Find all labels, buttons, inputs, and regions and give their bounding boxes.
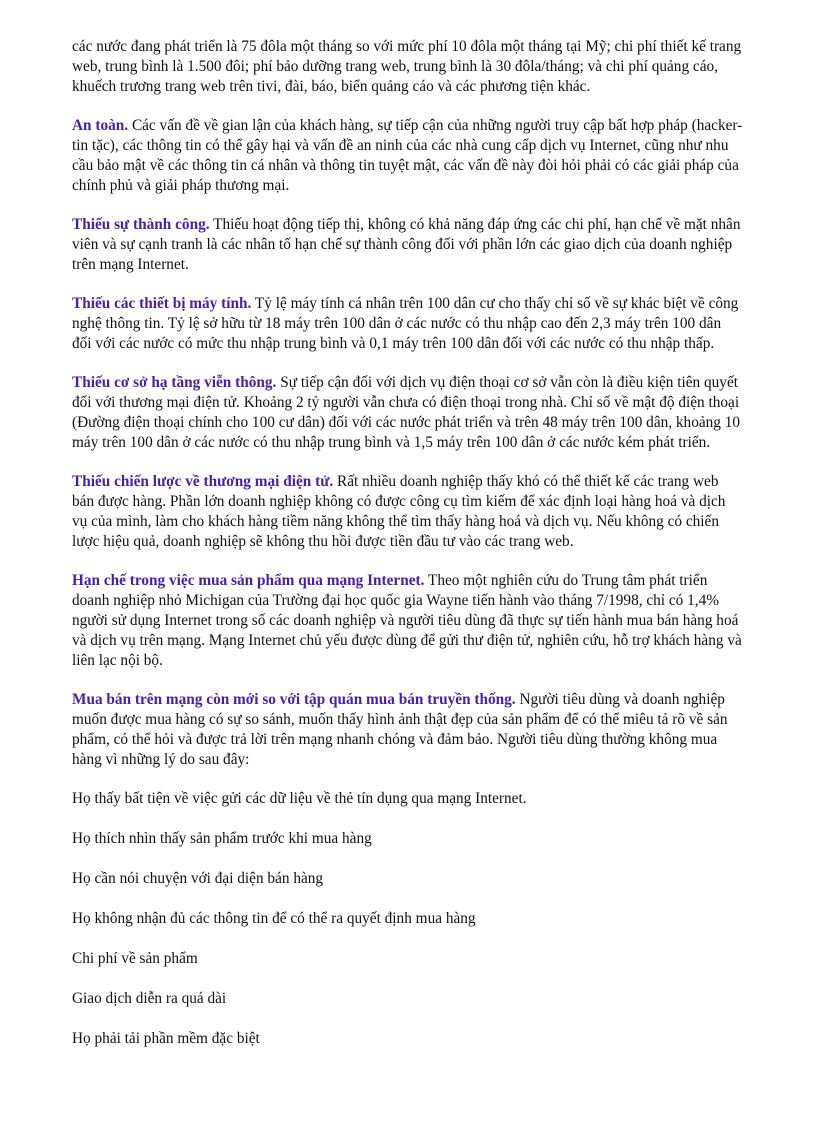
- document-page: [72, 37, 744, 1069]
- reason-item: Họ không nhận đủ các thông tin để có thể ra quyết định mua hàng: [72, 910, 476, 927]
- reason-item: Chi phí về sản phẩm: [72, 950, 198, 967]
- section-body: Người tiêu dùng và doanh nghiệp muốn được mua hàng có sự so sánh, muốn thấy hình ảnh thật đẹp của sản phẩm để có thể miêu tả rõ về sản phẩm, có thể hỏi và được trả lời trên mạng nhanh chóng và đảm bảo. Người tiêu dùng thường không mua hàng vì những lý do sau đây:: [72, 691, 728, 768]
- section-paragraph: [72, 215, 744, 275]
- section-body: Theo một nghiên cứu do Trung tâm phát triển doanh nghiệp nhỏ Michigan của Trường đại học quốc gia Wayne tiến hành vào tháng 7/1998, chỉ có 1,4% người sử dụng Internet trong số các doanh nghiệp và người tiêu dùng đã thực sự tiến hành mua bán hàng hoá và dịch vụ trên mạng. Mạng Internet chủ yếu được dùng để gửi thư điện tử, nghiên cứu, hỗ trợ khách hàng và liên lạc nội bộ.: [72, 572, 742, 669]
- section-paragraph: [72, 373, 744, 453]
- section-heading: Thiếu các thiết bị máy tính.: [72, 295, 252, 312]
- section-heading: Thiếu chiến lược về thương mại điện tử.: [72, 473, 334, 490]
- section-body: Rất nhiều doanh nghiệp thấy khó có thể thiết kế các trang web bán được hàng. Phần lớn doanh nghiệp không có được công cụ tìm kiếm để xác định loại hàng hoá và dịch vụ của mình, làm cho khách hàng tiềm năng không thể tìm thấy hàng hoá và dịch vụ. Nếu không có chiến lược hiệu quả, doanh nghiệp sẽ không thu hồi được tiền đầu tư vào các trang web.: [72, 473, 726, 550]
- section-paragraph: [72, 690, 744, 770]
- section-heading: Mua bán trên mạng còn mới so với tập quán mua bán truyền thống.: [72, 691, 516, 708]
- section-paragraph: [72, 116, 744, 196]
- section-body: Các vấn đề về gian lận của khách hàng, sự tiếp cận của những người truy cập bất hợp pháp (hacker-tin tặc), các thông tin có thể gây hại và vấn đề an ninh của các nhà cung cấp dịch vụ Internet, cũng như nhu cầu bảo mật về các thông tin cá nhân và thông tin tuyệt mật, các vấn đề này đòi hỏi phải có các giải pháp của chính phủ và giải pháp thương mại.: [72, 117, 743, 194]
- reason-item: Họ thích nhìn thấy sản phẩm trước khi mua hàng: [72, 830, 372, 847]
- section-heading: An toàn.: [72, 117, 129, 134]
- reason-item: Họ cần nói chuyện với đại diện bán hàng: [72, 870, 324, 887]
- section-paragraph: [72, 571, 744, 671]
- reason-item: Họ thấy bất tiện về việc gửi các dữ liệu về thẻ tín dụng qua mạng Internet.: [72, 790, 527, 807]
- intro-paragraph: các nước đang phát triển là 75 đôla một tháng so với mức phí 10 đôla một tháng tại Mỹ; chi phí thiết kế trang web, trung bình là 1.500 đôi; phí bảo dưỡng trang web, trung bình là 30 đôla/tháng; và chi phí quảng cáo, khuếch trương trang web trên tivi, đài, báo, biển quảng cáo và các phương tiện khác.: [72, 38, 742, 95]
- reason-item: Giao dịch diễn ra quá dài: [72, 990, 227, 1007]
- section-heading: Thiếu sự thành công.: [72, 216, 210, 233]
- section-paragraph: [72, 472, 744, 552]
- section-heading: Thiếu cơ sở hạ tầng viễn thông.: [72, 374, 277, 391]
- section-paragraph: [72, 294, 744, 354]
- section-heading: Hạn chế trong việc mua sản phẩm qua mạng Internet.: [72, 572, 425, 589]
- reason-item: Họ phải tải phần mềm đặc biệt: [72, 1030, 260, 1047]
- section-body: Sự tiếp cận đối với dịch vụ điện thoại cơ sở vẫn còn là điều kiện tiên quyết đối với thương mại điện tử. Khoảng 2 tỷ người vẫn chưa có điện thoại trong nhà. Chỉ số về mật độ điện thoại (Đường điện thoại chính cho 100 cư dân) đối với các nước phát triển và trên 48 máy trên 100 dân, khoảng 10 máy trên 100 dân ở các nước có thu nhập trung bình và 1,5 máy trên 100 dân ở các nước kém phát triển.: [72, 374, 741, 451]
- section-body: Thiếu hoạt động tiếp thị, không có khả năng đáp ứng các chi phí, hạn chế về mặt nhân viên và sự cạnh tranh là các nhân tố hạn chế sự thành công đối với phần lớn các giao dịch của doanh nghiệp trên mạng Internet.: [72, 216, 741, 273]
- section-body: Tỷ lệ máy tính cá nhân trên 100 dân cư cho thấy chỉ số về sự khác biệt về công nghệ thông tin. Tỷ lệ sở hữu từ 18 máy trên 100 dân ở các nước có thu nhập cao đến 2,3 máy trên 100 dân đối với các nước có mức thu nhập trung bình và 0,1 máy trên 100 dân đối với các nước có thu nhập thấp.: [72, 295, 739, 352]
